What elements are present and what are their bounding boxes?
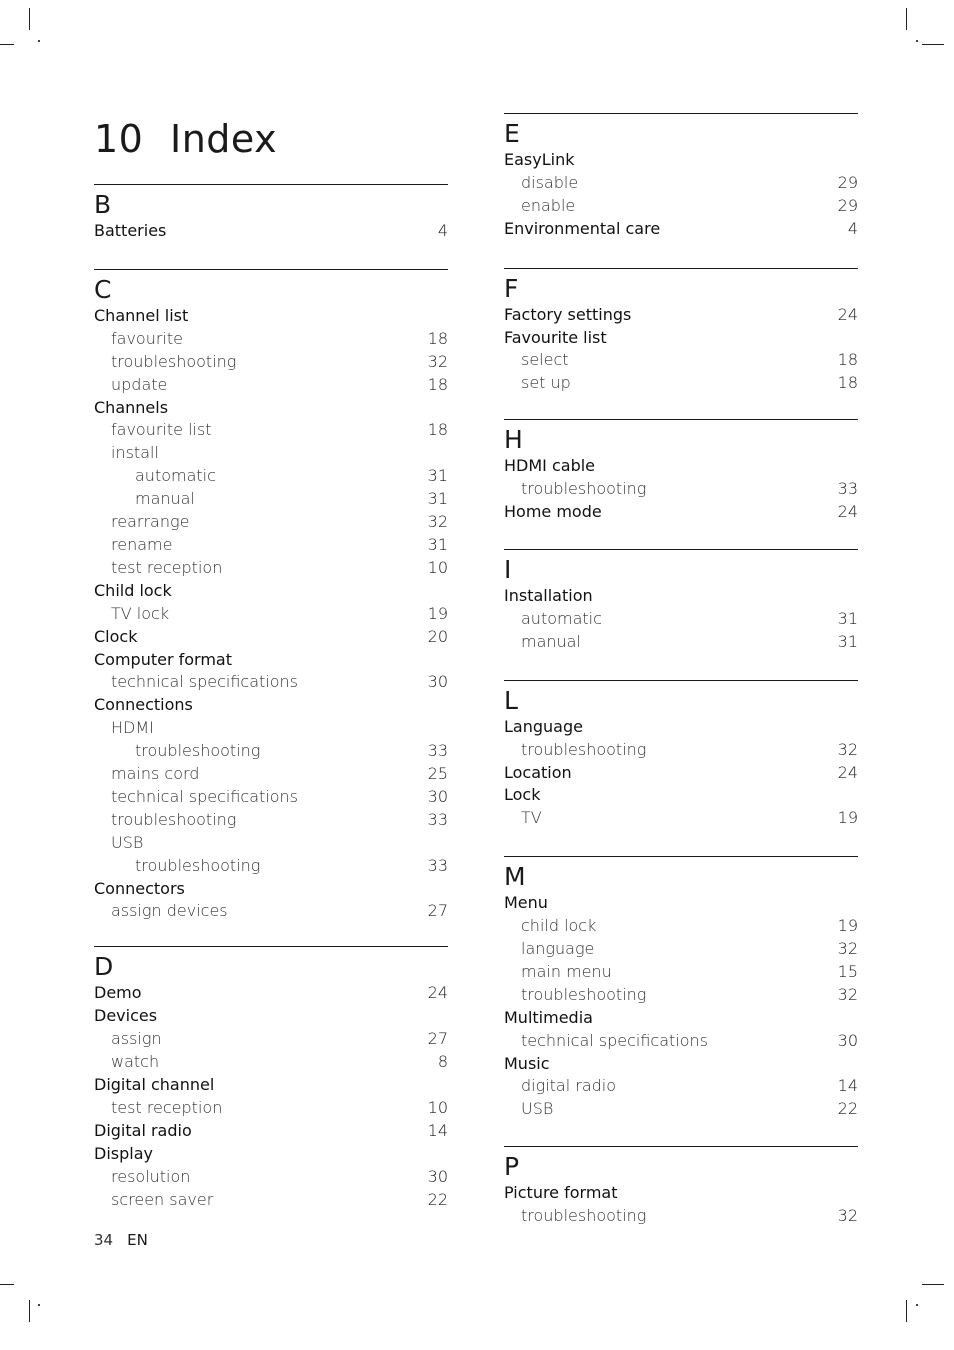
index-entry	[94, 740, 448, 763]
index-entry	[94, 694, 448, 717]
index-entry	[94, 442, 448, 465]
entry-term: Environmental care	[504, 218, 661, 238]
entry-term: Language	[504, 716, 583, 736]
index-column-left	[94, 184, 448, 1211]
entry-term: Home mode	[504, 502, 602, 522]
entry-term: technical specifications	[521, 1030, 709, 1050]
index-entry	[94, 832, 448, 855]
index-entry	[504, 784, 858, 807]
entry-term: Channel list	[94, 305, 189, 325]
index-entry	[504, 304, 858, 327]
entry-term: Location	[504, 762, 572, 782]
entry-term: test reception	[111, 557, 223, 577]
entry-term: troubleshooting	[135, 855, 261, 875]
page-number: 34	[94, 1231, 114, 1249]
entry-term: USB	[111, 832, 144, 852]
entry-page-number: 4	[847, 218, 858, 238]
entry-term: Connections	[94, 695, 193, 715]
index-entry	[504, 372, 858, 395]
index-entry	[504, 892, 858, 915]
entry-page-number: 19	[837, 916, 858, 936]
index-entry	[94, 900, 448, 923]
entry-page-number: 10	[427, 1097, 448, 1117]
index-section-l	[504, 680, 858, 831]
registration-dot	[916, 1304, 918, 1306]
entry-term: rearrange	[111, 512, 190, 532]
entry-term: favourite list	[111, 420, 212, 440]
index-entry	[504, 349, 858, 372]
index-entry	[94, 809, 448, 832]
section-letter: C	[94, 274, 112, 304]
index-entry	[94, 1028, 448, 1051]
entry-term: digital radio	[521, 1076, 617, 1096]
entry-term: USB	[521, 1099, 554, 1119]
index-entry	[94, 465, 448, 488]
index-entry	[94, 580, 448, 603]
index-entry	[94, 717, 448, 740]
entry-page-number: 32	[427, 351, 448, 371]
entry-page-number: 30	[427, 786, 448, 806]
entry-term: Digital channel	[94, 1075, 215, 1094]
entry-page-number: 22	[427, 1189, 448, 1209]
crop-mark	[29, 8, 30, 30]
section-letter: L	[504, 685, 518, 715]
crop-mark	[922, 44, 944, 45]
index-entry	[94, 982, 448, 1005]
index-entry	[94, 419, 448, 442]
index-entry	[94, 1120, 448, 1143]
entry-term: Batteries	[94, 221, 167, 240]
entry-term: troubleshooting	[521, 739, 647, 759]
page-title	[94, 112, 277, 166]
entry-term: manual	[521, 631, 581, 651]
entry-term: screen saver	[111, 1189, 214, 1209]
entry-term: rename	[111, 534, 173, 554]
index-entry	[94, 626, 448, 649]
index-entry	[94, 534, 448, 557]
entry-page-number: 24	[837, 502, 858, 522]
index-entry	[94, 511, 448, 534]
index-entry	[94, 374, 448, 397]
index-entry	[94, 649, 448, 672]
entry-term: Channels	[94, 397, 169, 417]
entry-term: Multimedia	[504, 1007, 593, 1027]
crop-mark	[906, 1300, 907, 1322]
entry-page-number: 29	[837, 172, 858, 192]
index-entry	[504, 961, 858, 984]
crop-mark	[922, 1284, 944, 1285]
entry-term: Installation	[504, 585, 593, 605]
index-section-h	[504, 419, 858, 524]
entry-term: Devices	[94, 1006, 158, 1026]
index-entry	[504, 762, 858, 785]
entry-page-number: 31	[427, 534, 448, 554]
index-entry	[94, 603, 448, 626]
section-letter: F	[504, 273, 519, 303]
entry-term: Lock	[504, 785, 541, 805]
entry-page-number: 30	[427, 1166, 448, 1186]
entry-term: TV lock	[111, 603, 170, 623]
index-entry	[504, 172, 858, 195]
entry-term: Digital radio	[94, 1120, 192, 1140]
entry-term: troubleshooting	[521, 1206, 647, 1226]
section-letter: D	[94, 952, 114, 982]
entry-term: troubleshooting	[135, 741, 261, 761]
entry-page-number: 31	[427, 489, 448, 509]
entry-page-number: 24	[837, 304, 858, 324]
index-entry	[504, 218, 858, 241]
entry-term: enable	[521, 195, 576, 215]
entry-page-number: 32	[837, 939, 858, 959]
entry-term: TV	[521, 808, 542, 828]
entry-page-number: 32	[837, 1206, 858, 1226]
entry-page-number: 32	[837, 984, 858, 1004]
crop-mark	[906, 8, 907, 30]
index-section-i	[504, 549, 858, 654]
entry-term: technical specifications	[111, 672, 299, 692]
index-entry	[94, 305, 448, 328]
registration-dot	[38, 40, 40, 42]
entry-page-number: 33	[427, 855, 448, 875]
section-letter: H	[504, 425, 523, 455]
index-entry	[504, 327, 858, 350]
entry-page-number: 27	[427, 901, 448, 921]
entry-page-number: 29	[837, 195, 858, 215]
entry-page-number: 8	[437, 1052, 448, 1072]
entry-term: mains cord	[111, 764, 200, 784]
index-section-d	[94, 946, 448, 1211]
entry-term: Menu	[504, 893, 548, 913]
entry-term: automatic	[135, 466, 216, 486]
entry-term: favourite	[111, 328, 183, 348]
page-footer	[94, 1229, 148, 1251]
entry-page-number: 25	[427, 764, 448, 784]
index-entry	[94, 786, 448, 809]
index-entry	[504, 195, 858, 218]
entry-page-number: 24	[837, 762, 858, 782]
index-entry	[504, 1007, 858, 1030]
entry-term: troubleshooting	[111, 809, 237, 829]
entry-page-number: 31	[427, 466, 448, 486]
index-entry	[94, 351, 448, 374]
entry-term: child lock	[521, 916, 597, 936]
language-code: EN	[127, 1231, 148, 1249]
entry-term: Picture format	[504, 1183, 618, 1203]
entry-term: test reception	[111, 1097, 223, 1117]
entry-page-number: 33	[837, 479, 858, 499]
index-entry	[94, 397, 448, 420]
section-letter: M	[504, 862, 526, 892]
index-entry	[94, 855, 448, 878]
index-section-p	[504, 1146, 858, 1228]
crop-mark	[29, 1300, 30, 1322]
chapter-title: Index	[170, 117, 278, 161]
entry-term: assign	[111, 1029, 162, 1049]
entry-term: manual	[135, 489, 195, 509]
index-entry	[504, 608, 858, 631]
entry-page-number: 33	[427, 809, 448, 829]
index-entry	[94, 1051, 448, 1074]
index-entry	[94, 671, 448, 694]
index-section-b	[94, 184, 448, 243]
section-letter: I	[504, 554, 512, 584]
index-entry	[94, 1097, 448, 1120]
entry-page-number: 18	[837, 350, 858, 370]
index-entry	[504, 585, 858, 608]
entry-page-number: 14	[837, 1076, 858, 1096]
entry-term: troubleshooting	[521, 479, 647, 499]
index-section-f	[504, 268, 858, 396]
index-entry	[504, 631, 858, 654]
index-entry	[94, 1189, 448, 1212]
entry-term: Computer format	[94, 649, 233, 669]
entry-term: technical specifications	[111, 786, 299, 806]
entry-page-number: 24	[427, 983, 448, 1003]
index-entry	[94, 328, 448, 351]
entry-page-number: 15	[837, 961, 858, 981]
index-entry	[504, 984, 858, 1007]
entry-term: main menu	[521, 961, 612, 981]
entry-page-number: 30	[837, 1030, 858, 1050]
section-letter: P	[504, 1152, 520, 1182]
entry-page-number: 4	[437, 221, 448, 240]
entry-term: Child lock	[94, 580, 172, 600]
entry-page-number: 31	[837, 631, 858, 651]
entry-term: install	[111, 443, 159, 463]
entry-page-number: 31	[837, 608, 858, 628]
index-entry	[504, 1053, 858, 1076]
index-entry	[504, 455, 858, 478]
entry-term: EasyLink	[504, 150, 575, 169]
index-entry	[504, 1098, 858, 1121]
index-entry	[504, 478, 858, 501]
entry-term: update	[111, 374, 168, 394]
entry-page-number: 30	[427, 672, 448, 692]
chapter-number: 10	[94, 117, 144, 161]
index-entry	[504, 501, 858, 524]
entry-term: resolution	[111, 1166, 191, 1186]
entry-term: assign devices	[111, 901, 228, 921]
index-entry	[504, 807, 858, 830]
index-entry	[94, 557, 448, 580]
entry-term: set up	[521, 373, 571, 393]
entry-page-number: 14	[427, 1120, 448, 1140]
index-column-right	[504, 113, 858, 1228]
index-entry	[94, 1166, 448, 1189]
entry-page-number: 33	[427, 741, 448, 761]
entry-page-number: 19	[427, 603, 448, 623]
entry-term: Clock	[94, 626, 138, 646]
entry-page-number: 27	[427, 1029, 448, 1049]
entry-page-number: 18	[427, 328, 448, 348]
registration-dot	[916, 40, 918, 42]
index-section-m	[504, 856, 858, 1121]
entry-term: language	[521, 939, 595, 959]
entry-term: Favourite list	[504, 327, 607, 347]
entry-page-number: 10	[427, 557, 448, 577]
index-entry	[504, 938, 858, 961]
entry-term: watch	[111, 1052, 160, 1072]
entry-page-number: 18	[427, 374, 448, 394]
section-letter: B	[94, 190, 112, 219]
entry-term: Music	[504, 1053, 550, 1073]
entry-term: Display	[94, 1143, 153, 1163]
entry-page-number: 18	[427, 420, 448, 440]
entry-page-number: 32	[837, 739, 858, 759]
index-entry	[94, 220, 448, 243]
entry-page-number: 19	[837, 808, 858, 828]
index-entry	[94, 763, 448, 786]
crop-mark	[0, 44, 14, 45]
registration-dot	[38, 1304, 40, 1306]
entry-page-number: 20	[427, 626, 448, 646]
index-entry	[504, 1075, 858, 1098]
index-entry	[504, 149, 858, 172]
index-entry	[94, 878, 448, 901]
entry-page-number: 18	[837, 373, 858, 393]
entry-term: Demo	[94, 983, 142, 1003]
entry-term: troubleshooting	[521, 984, 647, 1004]
index-entry	[94, 1005, 448, 1028]
entry-term: HDMI	[111, 718, 154, 738]
index-entry	[504, 1205, 858, 1228]
index-entry	[504, 915, 858, 938]
entry-page-number: 32	[427, 512, 448, 532]
index-section-e	[504, 113, 858, 241]
entry-term: troubleshooting	[111, 351, 237, 371]
index-entry	[504, 1182, 858, 1205]
index-entry	[504, 739, 858, 762]
entry-term: HDMI cable	[504, 456, 596, 476]
index-entry	[94, 1074, 448, 1097]
entry-term: disable	[521, 172, 579, 192]
entry-term: automatic	[521, 608, 602, 628]
entry-term: Connectors	[94, 878, 185, 898]
section-letter: E	[504, 119, 520, 148]
index-entry	[504, 716, 858, 739]
entry-page-number: 22	[837, 1099, 858, 1119]
entry-term: Factory settings	[504, 304, 632, 324]
entry-term: select	[521, 350, 569, 370]
index-entry	[94, 488, 448, 511]
crop-mark	[0, 1284, 14, 1285]
index-section-c	[94, 269, 448, 923]
index-entry	[94, 1143, 448, 1166]
index-entry	[504, 1030, 858, 1053]
